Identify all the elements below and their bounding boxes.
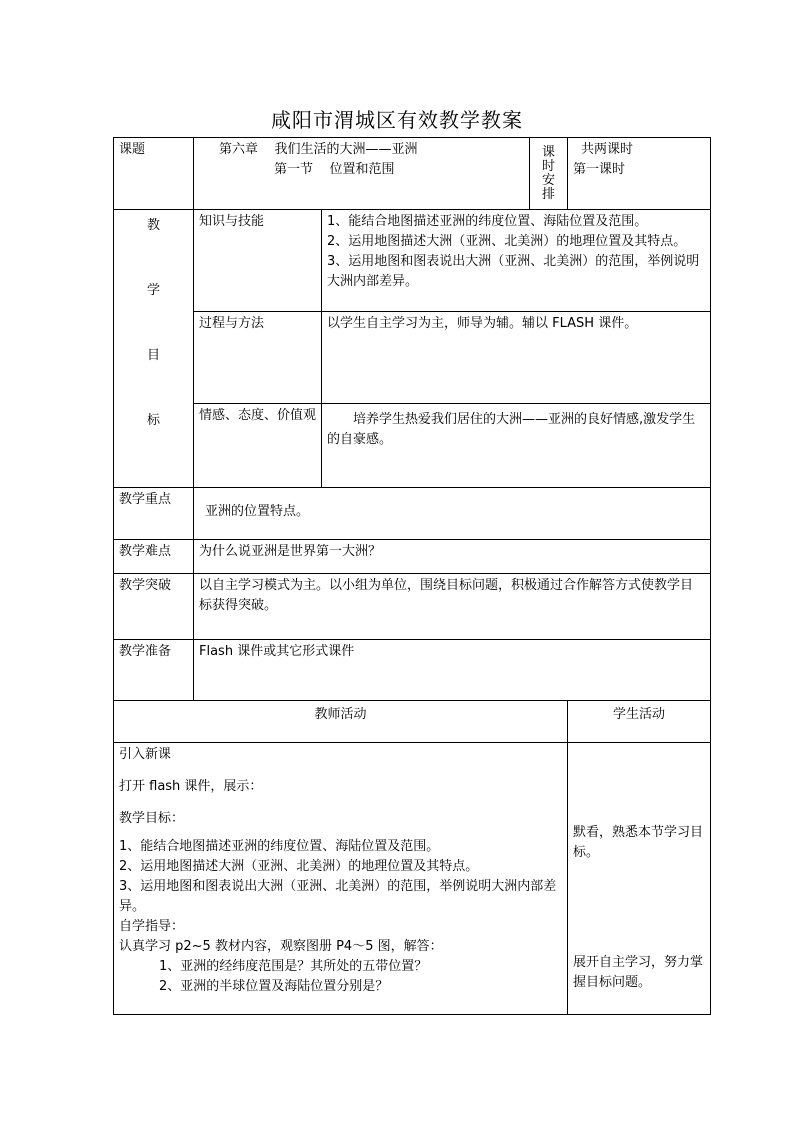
topic-row (114, 138, 711, 210)
schedule-cell (568, 138, 711, 210)
knowledge-item: 1、能结合地图描述亚洲的纬度位置、海陆位置及范围。 (327, 214, 648, 229)
knowledge-item: 3、运用地图和图表说出大洲（亚洲、北美洲）的范围，举例说明大洲内部差异。 (327, 254, 700, 289)
objective-process-row (114, 312, 711, 404)
objective-emotion-row (114, 404, 711, 488)
goal-item: 2、运用地图描述大洲（亚洲、北美洲）的地理位置及其特点。 (119, 859, 479, 874)
goal-item: 3、运用地图和图表说出大洲（亚洲、北美洲）的范围，举例说明大洲内部差异。 (119, 879, 557, 914)
student-note-1: 默看，熟悉本节学习目标。 (573, 825, 704, 860)
lesson-plan-table (113, 137, 711, 1015)
difficulties-label: 教学难点 (114, 540, 194, 574)
goals-title: 教学目标： (119, 811, 185, 826)
document-title: 咸阳市渭城区有效教学教案 (271, 108, 523, 132)
objectives-char: 目 (146, 348, 160, 363)
topic-label: 课题 (114, 138, 194, 210)
process-label: 过程与方法 (194, 312, 322, 404)
student-activity-content (568, 743, 711, 1015)
difficulties-content: 为什么说亚洲是世界第一大洲？ (194, 540, 711, 574)
objectives-char: 教 (146, 218, 160, 233)
activities-header-row (114, 701, 711, 743)
preparation-content: Flash 课件或其它形式课件 (194, 640, 711, 701)
emotion-content (322, 404, 711, 488)
activities-content-row (114, 743, 711, 1015)
schedule-label (530, 138, 568, 210)
knowledge-label: 知识与技能 (194, 210, 322, 312)
breakthrough-label: 教学突破 (114, 574, 194, 640)
breakthrough-row (114, 574, 711, 640)
student-note-2: 展开自主学习，努力掌握目标问题。 (573, 955, 704, 990)
student-activity-header: 学生活动 (568, 701, 711, 743)
topic-cell (194, 138, 530, 210)
key-points-label: 教学重点 (114, 488, 194, 540)
process-content: 以学生自主学习为主，师导为辅。辅以 FLASH 课件。 (322, 312, 711, 404)
schedule-char: 安 (541, 173, 555, 188)
topic-line-1: 第六章 我们生活的大洲——亚洲 (219, 142, 418, 157)
topic-line-2: 第一节 位置和范围 (274, 162, 395, 177)
schedule-char: 时 (541, 159, 555, 174)
preparation-label: 教学准备 (114, 640, 194, 701)
emotion-text: 培养学生热爱我们居住的大洲——亚洲的良好情感,激发学生的自豪感。 (327, 412, 696, 447)
schedule-char: 排 (541, 187, 555, 202)
breakthrough-content: 以自主学习模式为主。以小组为单位，围绕目标问题，积极通过合作解答方式使教学目标获得突破。 (194, 574, 711, 640)
teacher-activity-content (114, 743, 568, 1015)
objective-knowledge-row (114, 210, 711, 312)
preparation-row (114, 640, 711, 701)
objectives-label (114, 210, 194, 488)
question-item: 2、亚洲的半球位置及海陆位置分别是？ (159, 979, 389, 994)
objectives-char: 标 (146, 413, 160, 428)
goal-item: 1、能结合地图描述亚洲的纬度位置、海陆位置及范围。 (119, 839, 440, 854)
self-guide-title: 自学指导： (119, 919, 185, 934)
objectives-char: 学 (146, 283, 160, 298)
knowledge-content (322, 210, 711, 312)
intro-text: 引入新课 (119, 747, 172, 762)
schedule-line-1: 共两课时 (581, 142, 634, 157)
teacher-activity-header: 教师活动 (114, 701, 568, 743)
key-points-text: 亚洲的位置特点。 (205, 504, 310, 519)
schedule-line-2: 第一课时 (573, 162, 626, 177)
difficulties-row (114, 540, 711, 574)
open-flash-text: 打开 flash 课件，展示： (119, 779, 263, 794)
emotion-label: 情感、态度、价值观 (194, 404, 322, 488)
question-item: 1、亚洲的经纬度范围是？其所处的五带位置？ (159, 959, 428, 974)
self-guide-text: 认真学习 p2~5 教材内容，观察图册 P4～5 图，解答： (119, 939, 443, 954)
key-points-content (194, 488, 711, 540)
knowledge-item: 2、运用地图描述大洲（亚洲、北美洲）的地理位置及其特点。 (327, 234, 687, 249)
key-points-row (114, 488, 711, 540)
schedule-char: 课 (541, 145, 555, 160)
